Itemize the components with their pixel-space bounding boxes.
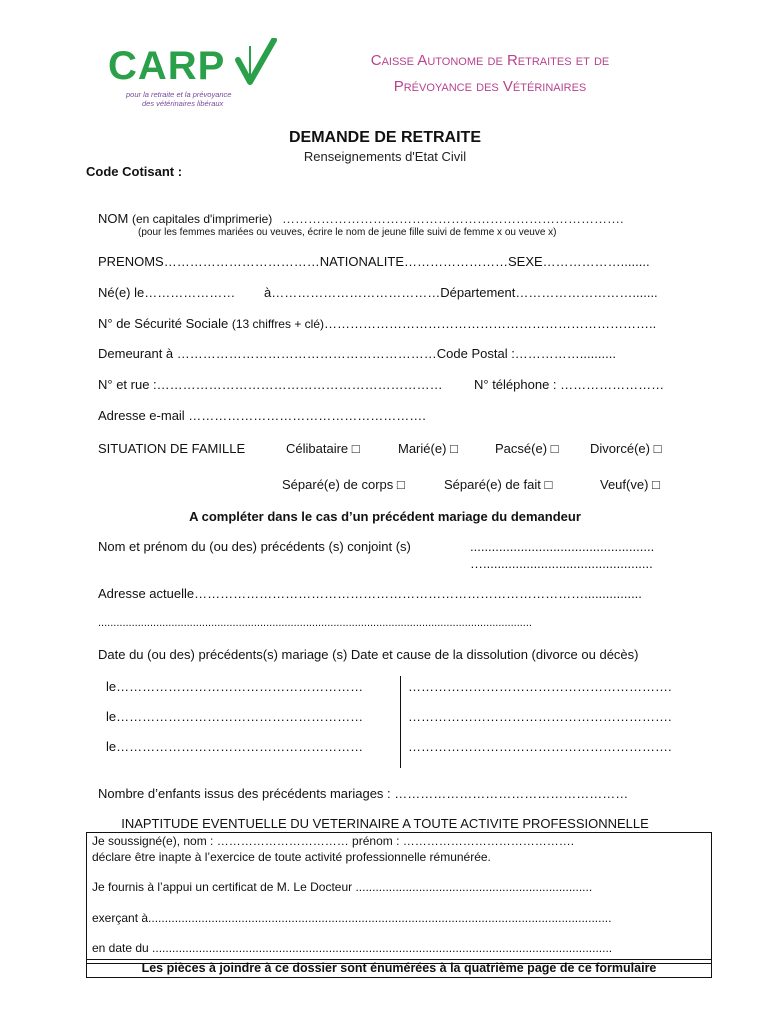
secu-label: N° de Sécurité Sociale (98, 316, 229, 331)
checkmark-icon (234, 38, 278, 88)
org-name-line1: Caisse Autonome de Retraites et de (370, 52, 610, 69)
nom-dots: ……………………………………………………………………. (281, 211, 624, 226)
dissolution-2[interactable]: ……………………………………………………. (408, 709, 672, 724)
column-divider (400, 676, 401, 768)
adresse-actuelle-field[interactable]: Adresse actuelle………………………………………………………………………………................ (98, 586, 642, 601)
prev-conjoint-dots-2[interactable]: …............................................... (470, 556, 653, 571)
nom-field[interactable] (98, 211, 624, 226)
dissolution-1[interactable]: ……………………………………………………. (408, 679, 672, 694)
org-name-line2: Prévoyance des Vétérinaires (393, 78, 587, 95)
page-subtitle: Renseignements d'Etat Civil (303, 149, 467, 164)
option-separe-corps[interactable]: Séparé(e) de corps □ (282, 477, 405, 492)
adresse-actuelle-line2[interactable]: .............................................................................................................................................. (98, 617, 532, 629)
telephone-field[interactable]: N° téléphone : …………………… (474, 377, 665, 392)
prev-conjoint-dots-1[interactable]: ................................................... (470, 539, 655, 554)
nom-note: (pour les femmes mariées ou veuves, écrire le nom de jeune fille suivi de femme x ou veuve x) (138, 227, 557, 238)
mariage-header: Date du (ou des) précédents(s) mariage (s) Date et cause de la dissolution (divorce ou décès) (98, 647, 639, 662)
nombre-enfants-field[interactable]: Nombre d’enfants issus des précédents mariages : ……………………………………………… (98, 786, 629, 801)
inaptitude-heading: INAPTITUDE EVENTUELLE DU VETERINAIRE A TOUTE ACTIVITE PROFESSIONNELLE (121, 816, 649, 831)
prev-conjoint-label: Nom et prénom du (ou des) précédents (s) conjoint (s) (98, 539, 411, 554)
page-title: DEMANDE DE RETRAITE (288, 129, 481, 146)
certificat-field[interactable]: Je fournis à l’appui un certificat de M. Le Docteur ....................................................................... (92, 880, 593, 894)
rue-field[interactable]: N° et rue :………………………………………………………… (98, 377, 443, 392)
mariage-date-3[interactable]: le………………………………………………… (106, 739, 364, 754)
carp-logo (108, 44, 278, 110)
logo-subtitle (126, 90, 231, 108)
securite-sociale-field[interactable] (98, 316, 656, 331)
option-pacse[interactable]: Pacsé(e) □ (495, 441, 559, 456)
footer-notice: Les pièces à joindre à ce dossier sont énumérées à la quatrième page de ce formulaire (86, 959, 712, 978)
option-separe-fait[interactable]: Séparé(e) de fait □ (444, 477, 553, 492)
option-celibataire[interactable]: Célibataire □ (286, 441, 360, 456)
date-field[interactable]: en date du .......................................................................................................................................... (92, 941, 613, 955)
exercant-field[interactable]: exerçant à........................................................................................................................................... (92, 911, 612, 925)
lieu-departement-field[interactable]: à…………………………………Département………………………....... (264, 285, 658, 300)
prenoms-nationalite-sexe-field[interactable]: PRENOMS………………………………NATIONALITE……………………SEXE………………........ (98, 254, 650, 269)
soussigne-field[interactable]: Je soussigné(e), nom : …………………………… prénom : ……………………………………. (92, 834, 575, 848)
secu-dots: ………………………………………………………………….. (324, 316, 657, 331)
nom-hint: (en capitales d'imprimerie) (131, 212, 273, 226)
previous-marriage-heading: A compléter dans le cas d’un précédent mariage du demandeur (189, 509, 581, 524)
logo-subtitle-line2: des vétérinaires libéraux (142, 99, 224, 108)
code-cotisant-label: Code Cotisant : (86, 164, 183, 179)
situation-famille-label: SITUATION DE FAMILLE (98, 441, 246, 456)
dissolution-3[interactable]: ……………………………………………………. (408, 739, 672, 754)
logo-subtitle-line1: pour la retraite et la prévoyance (126, 90, 232, 99)
secu-hint: (13 chiffres + clé) (231, 317, 324, 331)
option-marie[interactable]: Marié(e) □ (398, 441, 458, 456)
logo-text: CARP (108, 44, 226, 88)
mariage-date-1[interactable]: le………………………………………………… (106, 679, 364, 694)
mariage-date-2[interactable]: le………………………………………………… (106, 709, 364, 724)
nom-label: NOM (98, 211, 129, 226)
declare-text: déclare être inapte à l’exercice de toute activité professionnelle rémunérée. (92, 850, 491, 864)
option-veuf[interactable]: Veuf(ve) □ (600, 477, 660, 492)
email-field[interactable]: Adresse e-mail ………………………………………………. (98, 408, 426, 423)
demeurant-field[interactable]: Demeurant à ……………………………………………………Code Postal :…………….......... (98, 346, 616, 361)
option-divorce[interactable]: Divorcé(e) □ (590, 441, 662, 456)
date-naissance-field[interactable]: Né(e) le………………… (98, 285, 236, 300)
